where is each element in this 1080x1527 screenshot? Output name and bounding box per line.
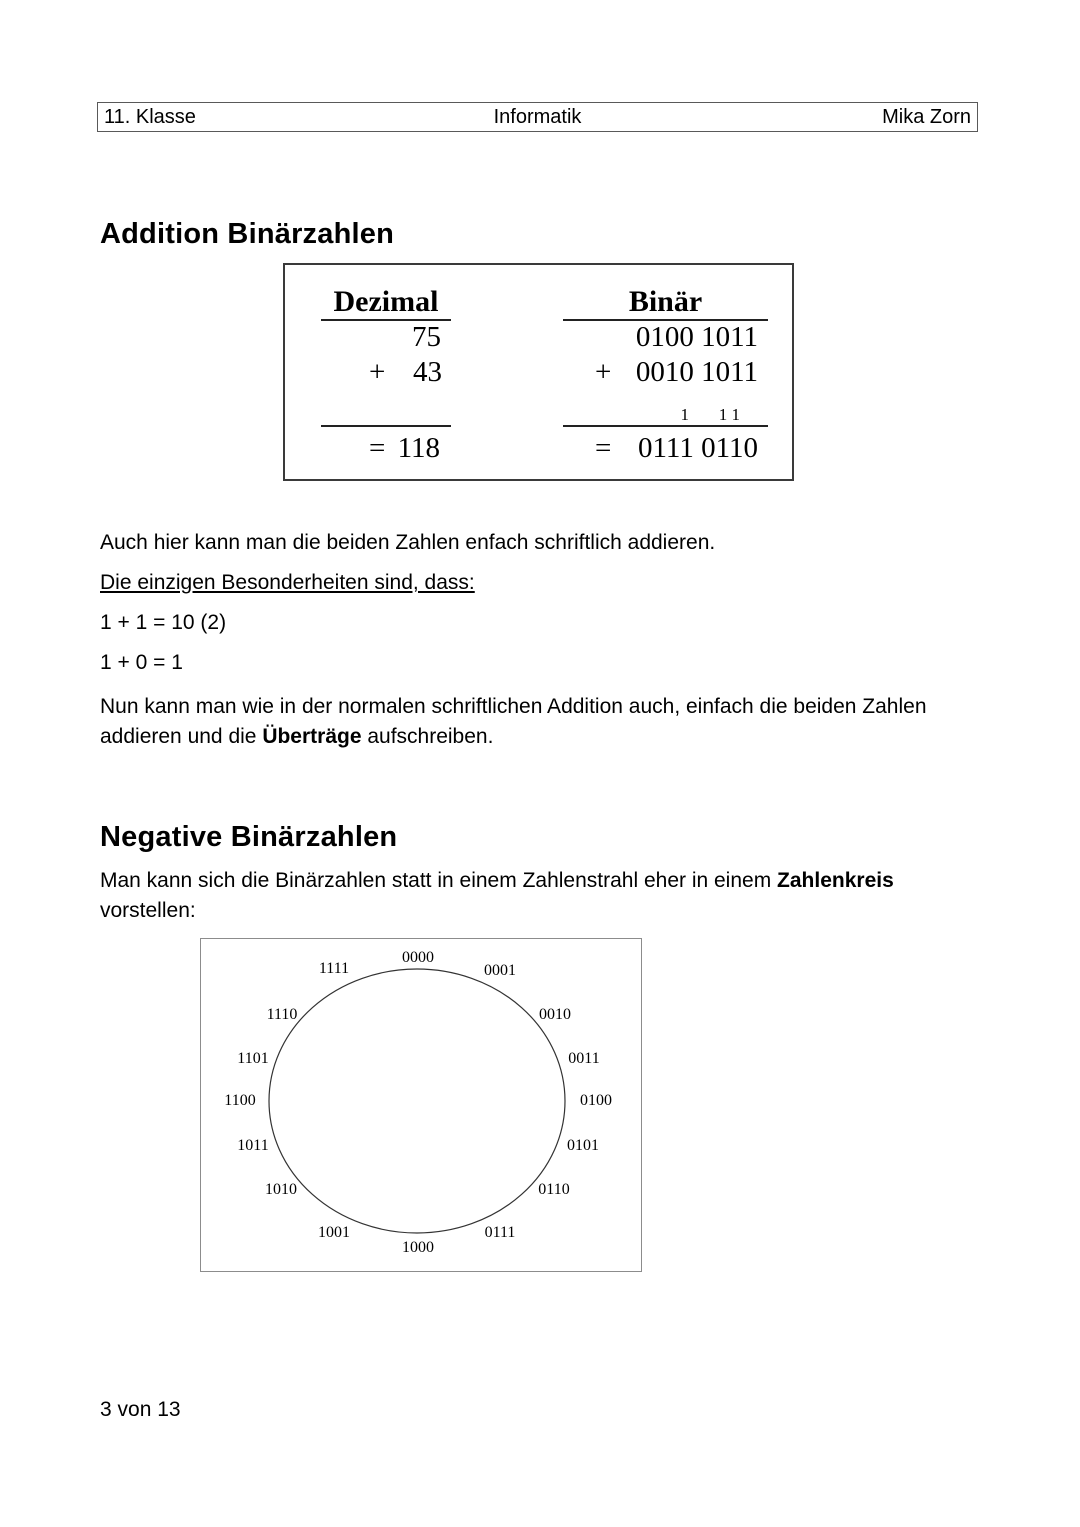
circle-label-0001: 0001: [484, 962, 516, 979]
rule-one-plus-zero: 1 + 0 = 1: [100, 651, 183, 674]
circle-label-1101: 1101: [237, 1050, 269, 1067]
header-author: Mika Zorn: [882, 106, 971, 128]
circle-label-1111: 1111: [318, 960, 350, 977]
page-number-indicator: 3 von 13: [100, 1398, 181, 1421]
paragraph-zahlenkreis: [100, 866, 985, 926]
uebertraege-bold-word: Überträge: [262, 725, 362, 748]
circle-label-0000: 0000: [402, 949, 434, 966]
circle-label-1000: 1000: [402, 1239, 434, 1256]
binary-plus-sign: +: [595, 356, 612, 388]
binary-sum-rule: [563, 425, 768, 427]
number-circle-figure: [200, 938, 642, 1272]
circle-label-1001: 1001: [318, 1224, 350, 1241]
header-class: 11. Klasse: [104, 106, 196, 128]
paragraph-uebertraege-line1: Nun kann man wie in der normalen schriftlichen Addition auch, einfach die beiden Zahlen: [100, 695, 927, 718]
paragraph-uebertraege-line2-post: aufschreiben.: [361, 725, 494, 748]
circle-label-1011: 1011: [237, 1137, 269, 1154]
circle-label-1110: 1110: [266, 1006, 298, 1023]
binary-addend1: 0100 1011: [635, 321, 758, 353]
paragraph-addition-intro: Auch hier kann man die beiden Zahlen enfach schriftlich addieren.: [100, 531, 716, 554]
rule-one-plus-one: 1 + 1 = 10 (2): [100, 611, 227, 634]
paragraph-uebertraege-line2-pre: addieren und die: [100, 725, 263, 748]
header-subject: Informatik: [493, 106, 582, 128]
decimal-sum-rule: [321, 425, 451, 427]
circle-label-1100: 1100: [224, 1092, 256, 1109]
circle-label-0011: 0011: [568, 1050, 600, 1067]
decimal-plus-sign: +: [369, 356, 386, 388]
paragraph-besonderheiten: Die einzigen Besonderheiten sind, dass:: [100, 571, 475, 594]
section-title-negative: Negative Binärzahlen: [100, 821, 398, 853]
addition-table: [283, 263, 794, 481]
decimal-column-header: Dezimal: [321, 285, 451, 321]
circle-label-1010: 1010: [265, 1181, 297, 1198]
decimal-result: 118: [397, 432, 440, 464]
circle-label-0101: 0101: [567, 1137, 599, 1154]
circle-label-0110: 0110: [538, 1181, 570, 1198]
circle-label-0111: 0111: [484, 1224, 516, 1241]
paragraph-uebertraege: [100, 692, 985, 752]
circle-label-0100: 0100: [580, 1092, 612, 1109]
decimal-addend2: 43: [413, 356, 442, 388]
binary-carry-digits: 1 1 1: [680, 405, 740, 424]
number-circle-ellipse: [201, 939, 641, 1270]
binary-addend2: 0010 1011: [635, 356, 758, 388]
section-title-addition: Addition Binärzahlen: [100, 218, 394, 250]
zahlenkreis-bold-word: Zahlenkreis: [777, 869, 894, 892]
circle-label-0010: 0010: [539, 1006, 571, 1023]
decimal-equals-sign: =: [369, 432, 386, 464]
page-header: [97, 102, 978, 132]
paragraph-zahlenkreis-pre: Man kann sich die Binärzahlen statt in einem Zahlenstrahl eher in einem: [100, 869, 778, 892]
binary-equals-sign: =: [595, 432, 612, 464]
paragraph-zahlenkreis-line2: vorstellen:: [100, 899, 196, 922]
binary-result: 0111 0110: [637, 432, 758, 464]
binary-column-header: Binär: [563, 285, 768, 321]
decimal-addend1: 75: [412, 321, 441, 353]
